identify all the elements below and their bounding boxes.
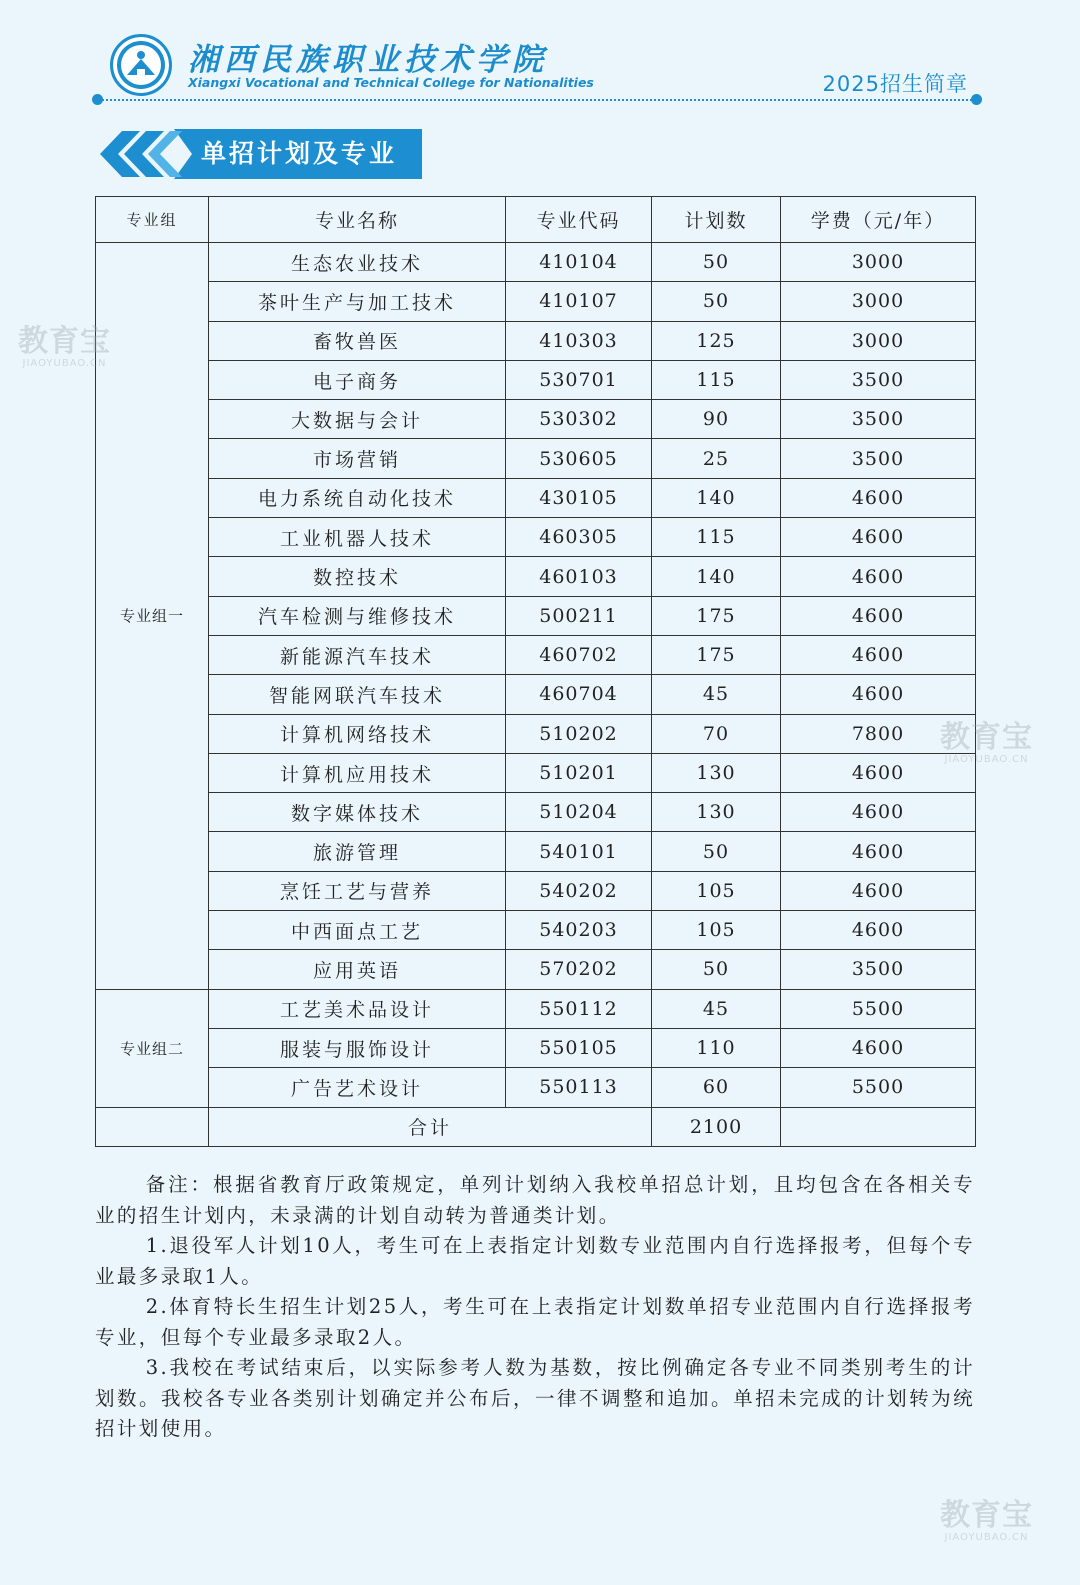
plan-count: 130 [652, 753, 781, 792]
section-banner [96, 129, 422, 179]
major-code: 410107 [506, 282, 652, 321]
major-name: 服装与服饰设计 [209, 1028, 506, 1067]
major-code: 540202 [506, 871, 652, 910]
major-code: 510202 [506, 714, 652, 753]
header-code: 专业代码 [506, 197, 652, 243]
table-row [96, 793, 976, 832]
plan-count: 105 [652, 911, 781, 950]
table-row [96, 557, 976, 596]
tuition-fee: 4600 [781, 478, 976, 517]
table-row [96, 478, 976, 517]
watermark-bottom [940, 1500, 1033, 1543]
major-name: 广告艺术设计 [209, 1068, 506, 1107]
major-name: 中西面点工艺 [209, 911, 506, 950]
plan-count: 115 [652, 360, 781, 399]
major-name: 数字媒体技术 [209, 793, 506, 832]
tuition-fee: 4600 [781, 635, 976, 674]
tuition-fee: 3000 [781, 282, 976, 321]
total-empty-cell [96, 1107, 209, 1146]
section-title: 单招计划及专业 [201, 139, 398, 168]
plan-count: 50 [652, 950, 781, 989]
major-name: 烹饪工艺与营养 [209, 871, 506, 910]
table-row [96, 596, 976, 635]
tuition-fee: 3000 [781, 243, 976, 282]
plan-count: 45 [652, 675, 781, 714]
major-name: 茶叶生产与加工技术 [209, 282, 506, 321]
major-code: 460305 [506, 518, 652, 557]
tuition-fee: 4600 [781, 675, 976, 714]
table-row [96, 950, 976, 989]
group-label: 专业组一 [96, 243, 209, 990]
major-code: 550105 [506, 1028, 652, 1067]
major-code: 550113 [506, 1068, 652, 1107]
divider-dot-right [971, 94, 982, 105]
total-fee-empty-cell [781, 1107, 976, 1146]
major-name: 智能网联汽车技术 [209, 675, 506, 714]
tuition-fee: 5500 [781, 1068, 976, 1107]
tuition-fee: 7800 [781, 714, 976, 753]
note-item-2: 2.体育特长生招生计划25人，考生可在上表指定计划数单招专业范围内自行选择报考专业，但每个专业最多录取2人。 [95, 1295, 975, 1349]
major-name: 大数据与会计 [209, 400, 506, 439]
tuition-fee: 4600 [781, 793, 976, 832]
tuition-fee: 4600 [781, 557, 976, 596]
plan-count: 105 [652, 871, 781, 910]
plan-count: 175 [652, 635, 781, 674]
table-row [96, 714, 976, 753]
major-code: 430105 [506, 478, 652, 517]
plan-count: 45 [652, 989, 781, 1028]
major-code: 460103 [506, 557, 652, 596]
major-code: 460702 [506, 635, 652, 674]
table-row [96, 911, 976, 950]
major-name: 计算机网络技术 [209, 714, 506, 753]
major-name: 新能源汽车技术 [209, 635, 506, 674]
tuition-fee: 4600 [781, 832, 976, 871]
table-row [96, 282, 976, 321]
table-row [96, 832, 976, 871]
school-name-en: Xiangxi Vocational and Technical College for Nationalities [188, 75, 594, 90]
major-code: 540101 [506, 832, 652, 871]
major-name: 数控技术 [209, 557, 506, 596]
enrollment-plan-table [95, 196, 976, 1147]
college-logo [110, 34, 172, 96]
watermark-text: 教育宝 [940, 720, 1033, 755]
total-label: 合计 [209, 1107, 652, 1146]
plan-count: 110 [652, 1028, 781, 1067]
major-code: 540203 [506, 911, 652, 950]
major-name: 计算机应用技术 [209, 753, 506, 792]
total-value: 2100 [652, 1107, 781, 1146]
table-row [96, 675, 976, 714]
plan-count: 50 [652, 243, 781, 282]
watermark-domain: JIAOYUBAO.CN [944, 1532, 1029, 1543]
plan-count: 50 [652, 832, 781, 871]
major-code: 530302 [506, 400, 652, 439]
watermark-text: 教育宝 [940, 1498, 1033, 1533]
tuition-fee: 5500 [781, 989, 976, 1028]
major-code: 510204 [506, 793, 652, 832]
school-name-cn: 湘西民族职业技术学院 [188, 42, 548, 78]
plan-count: 125 [652, 321, 781, 360]
tuition-fee: 4600 [781, 518, 976, 557]
plan-count: 50 [652, 282, 781, 321]
watermark-right [940, 722, 1033, 765]
total-row [96, 1107, 976, 1146]
group-label: 专业组二 [96, 989, 209, 1107]
table-header-row [96, 197, 976, 243]
plan-count: 140 [652, 478, 781, 517]
major-code: 460704 [506, 675, 652, 714]
header-fee: 学费（元/年） [781, 197, 976, 243]
major-code: 550112 [506, 989, 652, 1028]
table-row [96, 1068, 976, 1107]
header-group: 专业组 [96, 197, 209, 243]
tuition-fee: 4600 [781, 911, 976, 950]
major-name: 市场营销 [209, 439, 506, 478]
table-row [96, 871, 976, 910]
plan-count: 175 [652, 596, 781, 635]
divider-dot-left [92, 94, 103, 105]
note-item-3: 3.我校在考试结束后，以实际参考人数为基数，按比例确定各专业不同类别考生的计划数。我校各专业各类别计划确定并公布后，一律不调整和追加。单招未完成的计划转为统招计划使用。 [95, 1356, 975, 1440]
major-name: 汽车检测与维修技术 [209, 596, 506, 635]
tuition-fee: 3500 [781, 400, 976, 439]
watermark-domain: JIAOYUBAO.CN [22, 358, 107, 369]
major-name: 工业机器人技术 [209, 518, 506, 557]
table-row [96, 989, 976, 1028]
major-name: 电力系统自动化技术 [209, 478, 506, 517]
major-name: 畜牧兽医 [209, 321, 506, 360]
table-row [96, 243, 976, 282]
table-row [96, 518, 976, 557]
table-row [96, 321, 976, 360]
table-row [96, 753, 976, 792]
table-row [96, 439, 976, 478]
major-name: 电子商务 [209, 360, 506, 399]
major-code: 570202 [506, 950, 652, 989]
major-code: 530701 [506, 360, 652, 399]
tuition-fee: 3500 [781, 360, 976, 399]
table-row [96, 400, 976, 439]
watermark-domain: JIAOYUBAO.CN [944, 754, 1029, 765]
note-item-1: 1.退役军人计划10人，考生可在上表指定计划数专业范围内自行选择报考，但每个专业最多录取1人。 [95, 1234, 975, 1288]
plan-count: 130 [652, 793, 781, 832]
tuition-fee: 3000 [781, 321, 976, 360]
tuition-fee: 3500 [781, 950, 976, 989]
header-divider [97, 99, 976, 101]
major-code: 530605 [506, 439, 652, 478]
tuition-fee: 3500 [781, 439, 976, 478]
table-row [96, 635, 976, 674]
plan-count: 115 [652, 518, 781, 557]
tuition-fee: 4600 [781, 871, 976, 910]
plan-count: 70 [652, 714, 781, 753]
major-code: 500211 [506, 596, 652, 635]
plan-count: 140 [652, 557, 781, 596]
major-code: 410303 [506, 321, 652, 360]
plan-count: 90 [652, 400, 781, 439]
watermark-text: 教育宝 [18, 324, 111, 359]
major-name: 生态农业技术 [209, 243, 506, 282]
notes-section [95, 1170, 975, 1445]
major-code: 410104 [506, 243, 652, 282]
major-code: 510201 [506, 753, 652, 792]
table-body [96, 243, 976, 1108]
tuition-fee: 4600 [781, 1028, 976, 1067]
tuition-fee: 4600 [781, 596, 976, 635]
brochure-title: 2025招生简章 [822, 72, 968, 96]
header-plan: 计划数 [652, 197, 781, 243]
note-remark: 备注：根据省教育厅政策规定，单列计划纳入我校单招总计划，且均包含在各相关专业的招生计划内，未录满的计划自动转为普通类计划。 [95, 1173, 975, 1227]
plan-count: 25 [652, 439, 781, 478]
watermark-left [18, 326, 111, 369]
table-row [96, 1028, 976, 1067]
header-name: 专业名称 [209, 197, 506, 243]
major-name: 应用英语 [209, 950, 506, 989]
table-row [96, 360, 976, 399]
major-name: 旅游管理 [209, 832, 506, 871]
plan-count: 60 [652, 1068, 781, 1107]
tuition-fee: 4600 [781, 753, 976, 792]
major-name: 工艺美术品设计 [209, 989, 506, 1028]
